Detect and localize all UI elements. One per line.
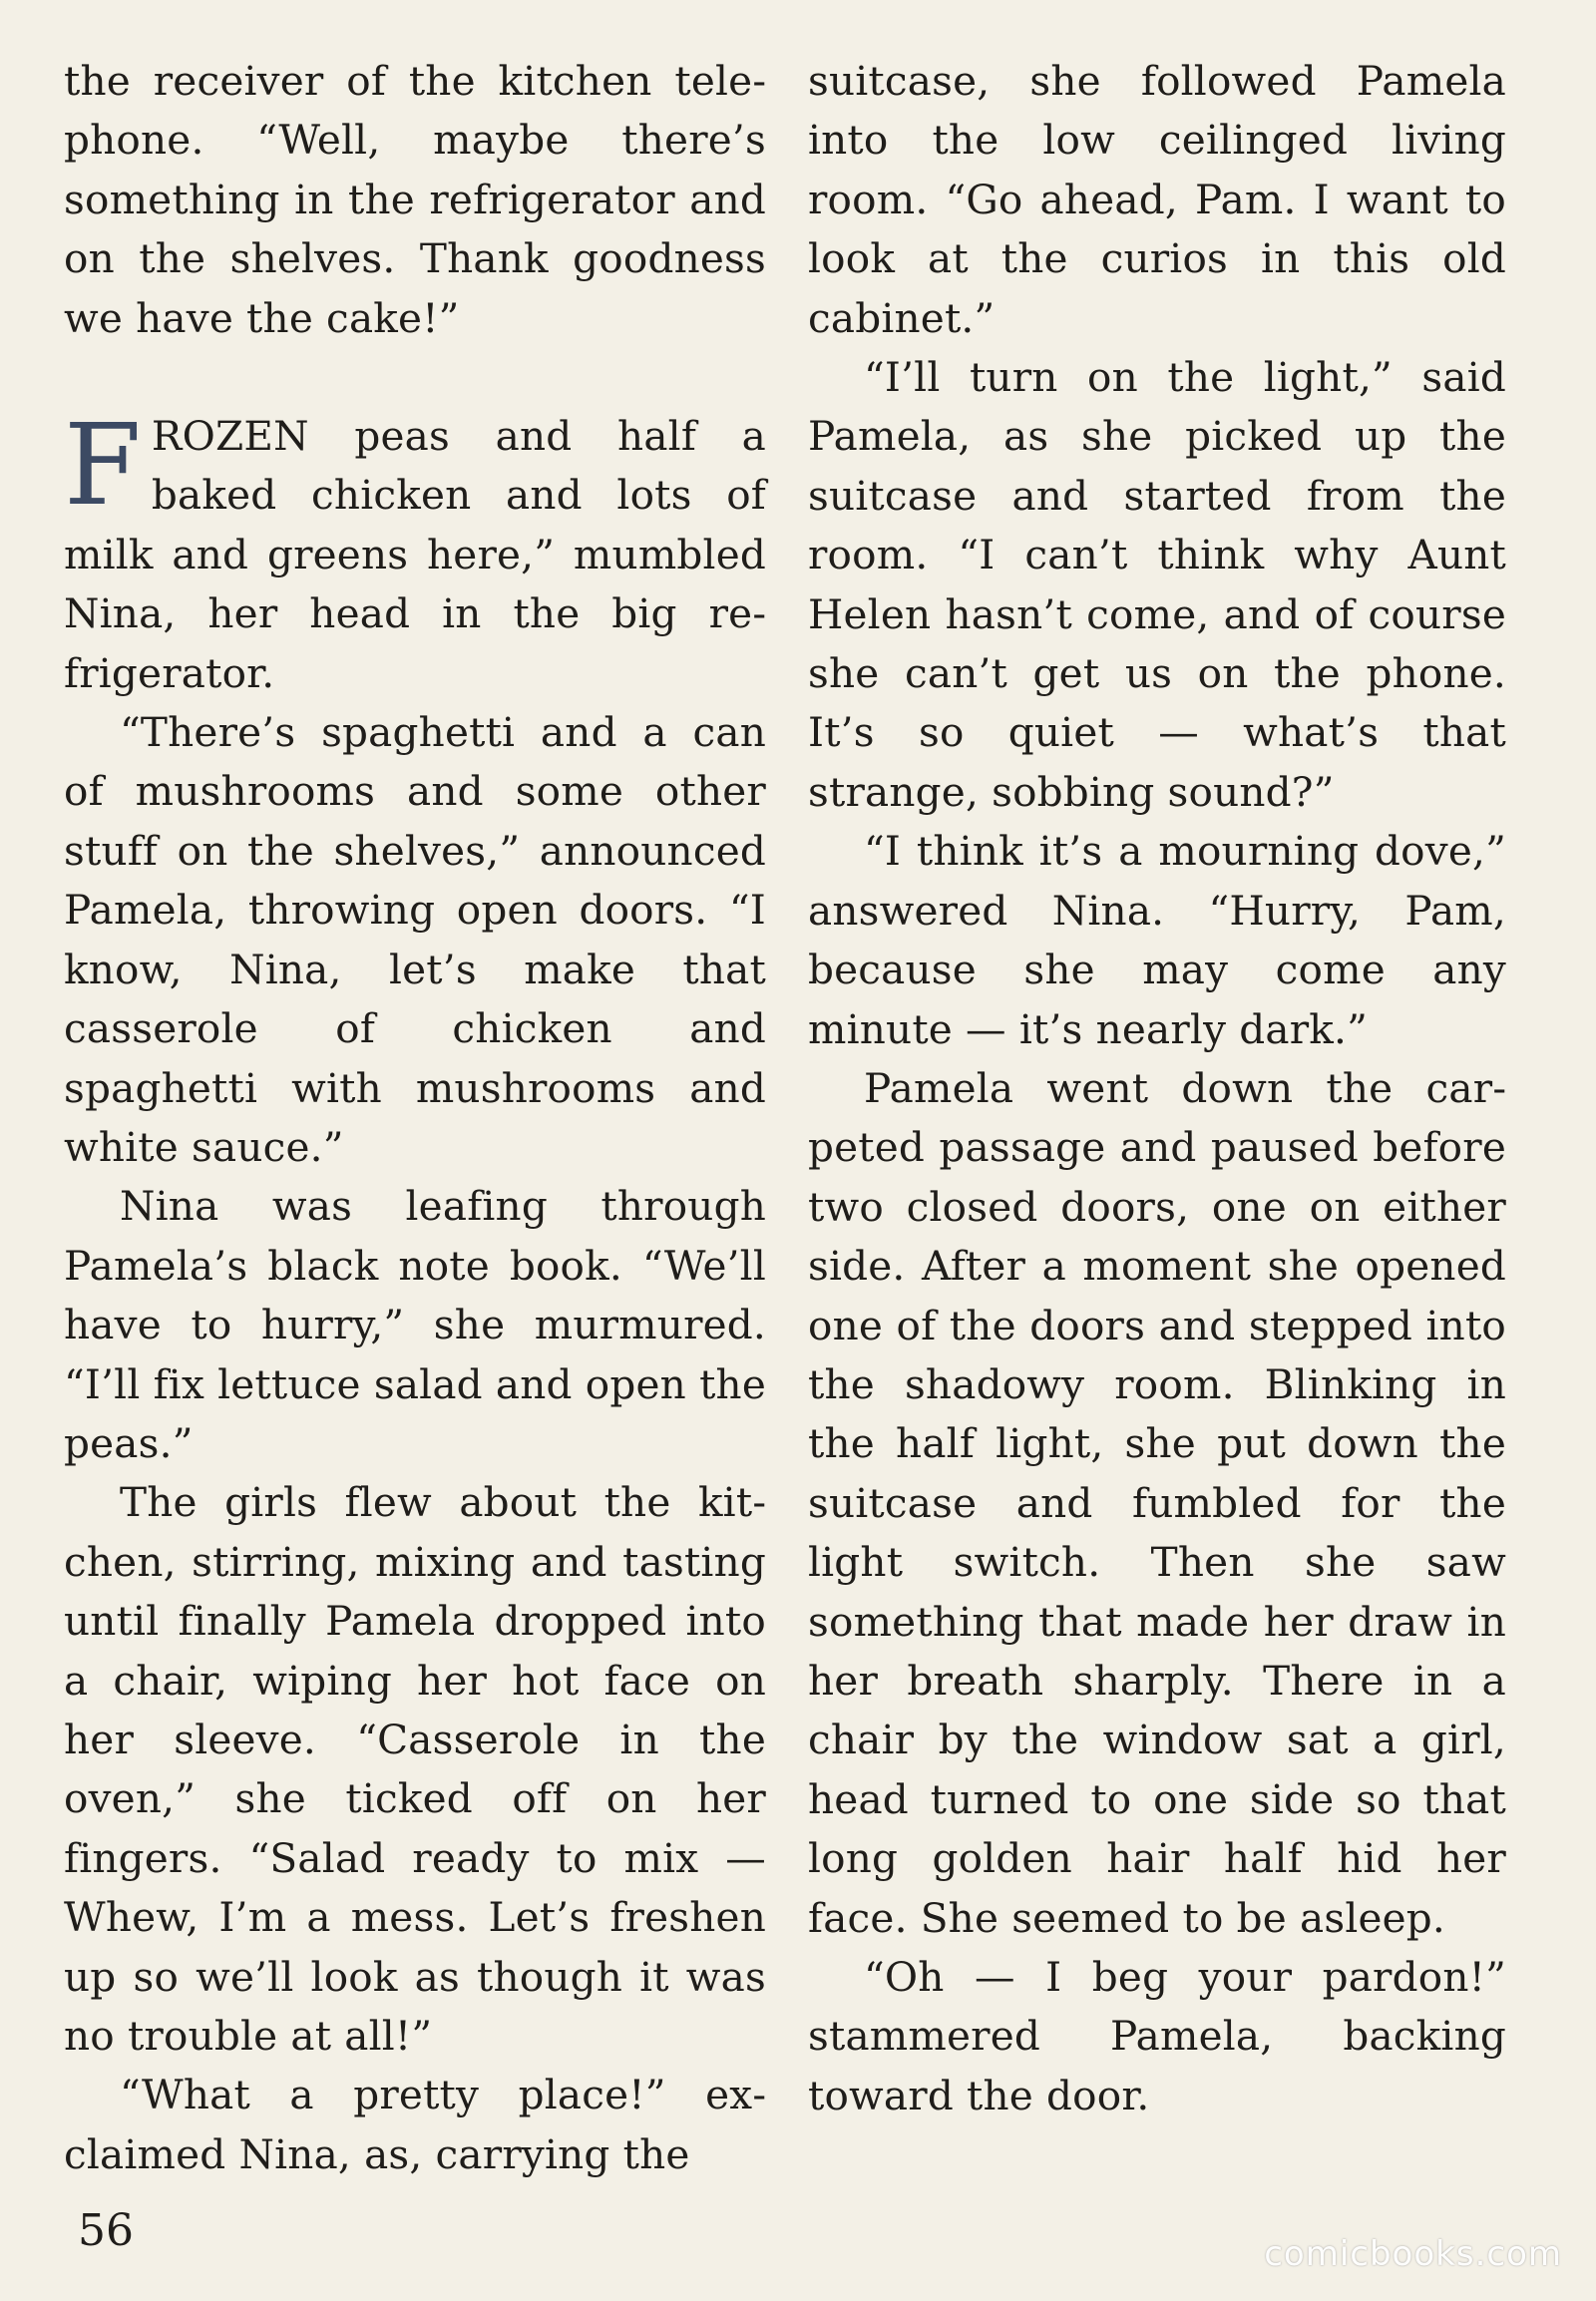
site-watermark: comicbooks.com — [1264, 2234, 1562, 2274]
paragraph: “I think it’s a mourning dove,” answered Nina. “Hurry, Pam, because she may come any minute — it’s nearly dark.” — [808, 827, 1506, 1053]
drop-cap-letter: F — [64, 401, 142, 532]
paragraph: suitcase, she followed Pamela into the low ceilinged living room. “Go ahead, Pam. I want to look at the curios in this old cabinet.” — [808, 57, 1506, 342]
page-number: 56 — [78, 2205, 134, 2256]
paragraph-text: ROZEN peas and half a baked chicken and lots of milk and greens here,” mumbled Nina, her head in the big refrigerator. — [64, 412, 766, 697]
left-text-column — [64, 52, 766, 2184]
paragraph: “There’s spaghetti and a can of mushrooms and some other stuff on the shelves,” announced Pamela, throwing open doors. “I know, Nina, let’s make that casserole of chicken and spaghetti with mushrooms and white sauce.” — [64, 708, 766, 1171]
paragraph: “Oh — I beg your pardon!” stammered Pamela, backing toward the door. — [808, 1953, 1506, 2119]
paragraph: “What a pretty place!” exclaimed Nina, as, carrying the — [64, 2071, 766, 2178]
paragraph: Pamela went down the carpeted passage and paused before two closed doors, one on either side. After a moment she opened one of the doors and stepped into the shadowy room. Blinking in the half light, she put down the suitcase and fumbled for the light switch. Then she saw something that made her draw in her breath sharply. There in a chair by the window sat a girl, head turned to one side so that long golden hair half hid her face. She seemed to be asleep. — [808, 1063, 1506, 1942]
right-text-column — [808, 52, 1506, 2125]
paragraph: “I’ll turn on the light,” said Pamela, as she picked up the suitcase and started from the room. “I can’t think why Aunt Helen hasn’t come, and of course she can’t get us on the phone. It’s so quiet — what’s that strange, sobbing sound?” — [808, 353, 1506, 816]
paragraph: Nina was leafing through Pamela’s black note book. “We’ll have to hurry,” she murmured. “I’ll fix lettuce salad and open the peas.” — [64, 1182, 766, 1467]
paragraph: the receiver of the kitchen telephone. “Well, maybe there’s something in the refrigerator and on the shelves. Thank goodness we have the cake!” — [64, 57, 766, 342]
paragraph: The girls flew about the kitchen, stirring, mixing and tasting until finally Pamela dropped into a chair, wiping her hot face on her sleeve. “Casserole in the oven,” she ticked off on her fingers. “Salad ready to mix — Whew, I’m a mess. Let’s freshen up so we’ll look as though it was no trouble at all!” — [64, 1478, 766, 2060]
section-opening-paragraph — [64, 401, 766, 703]
